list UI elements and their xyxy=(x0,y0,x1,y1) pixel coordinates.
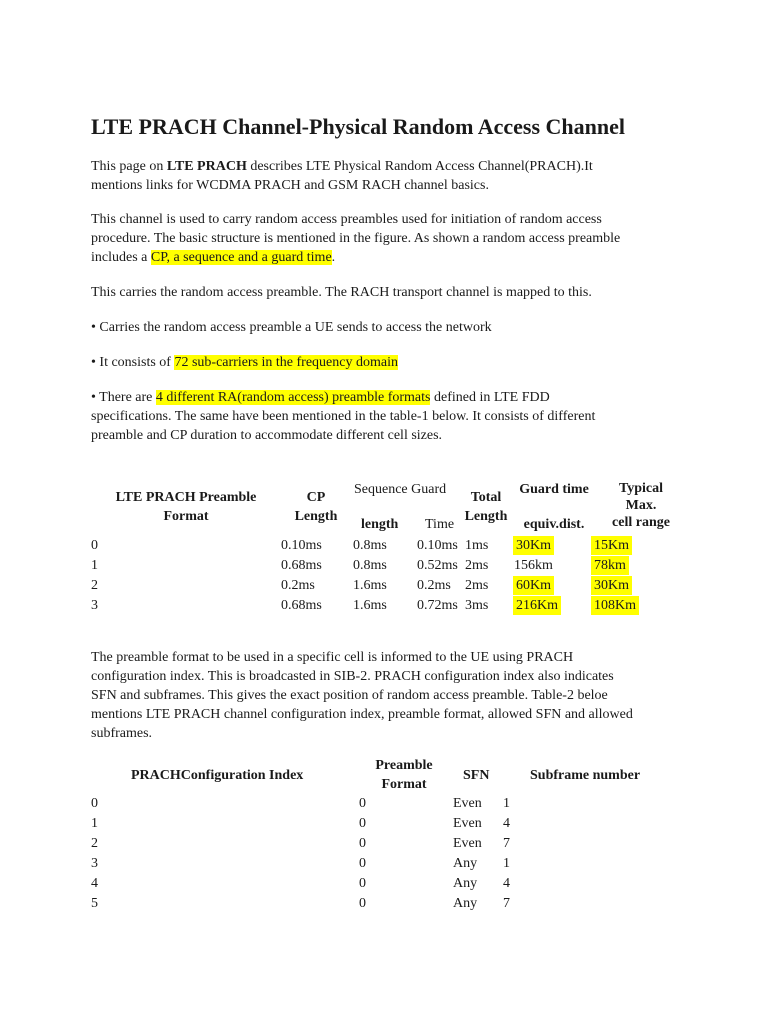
bullet-subcarriers xyxy=(91,353,398,372)
table-cell-sub: 7 xyxy=(503,896,510,911)
table-cell-range: 15Km xyxy=(591,536,632,555)
table-cell-format: 1 xyxy=(91,558,98,573)
header-preamble-format-2: Preamble Format xyxy=(375,758,433,792)
config-line-1: The preamble format to be used in a specific cell is informed to the UE using PRACH xyxy=(91,650,574,665)
table-cell-index: 5 xyxy=(91,896,98,911)
table-cell-format: 0 xyxy=(359,836,366,851)
bullet-subcarriers-pre: • It consists of xyxy=(91,355,175,370)
table-cell-sfn: Any xyxy=(453,876,478,891)
table-cell-cp: 0.10ms xyxy=(281,538,322,553)
table-cell-seq: 1.6ms xyxy=(353,578,387,593)
table-cell-format: 0 xyxy=(359,896,366,911)
table-cell-index: 4 xyxy=(91,876,98,891)
table-cell-cp: 0.68ms xyxy=(281,598,322,613)
table-cell-index: 2 xyxy=(91,836,98,851)
table-cell-sfn: Even xyxy=(453,836,482,851)
intro-text-3: mentions links for WCDMA PRACH and GSM RACH channel basics. xyxy=(91,178,489,193)
table-cell-dist: 216Km xyxy=(513,596,561,615)
table-cell-total: 2ms xyxy=(465,558,489,573)
table-cell-total: 1ms xyxy=(465,538,489,553)
bullet-formats-pre: • There are xyxy=(91,390,156,405)
intro-bold: LTE PRACH xyxy=(166,159,247,174)
table-cell-format: 0 xyxy=(359,876,366,891)
table-cell-index: 3 xyxy=(91,856,98,871)
bullet-formats-line-3: preamble and CP duration to accommodate different cell sizes. xyxy=(91,428,443,443)
table-cell-range: 30Km xyxy=(591,576,632,595)
header-sequence-length: length xyxy=(361,517,399,532)
config-line-3: SFN and subframes. This gives the exact position of random access preamble. Table-2 beloe xyxy=(91,688,608,703)
bullet-formats-line-2: specifications. The same have been mentioned in the table-1 below. It consists of different xyxy=(91,409,596,424)
table-cell-guard: 0.52ms xyxy=(417,558,458,573)
table-cell-sub: 4 xyxy=(503,876,510,891)
config-line-5: subframes. xyxy=(91,726,153,741)
header-config-index: PRACHConfiguration Index xyxy=(131,768,304,783)
structure-paragraph xyxy=(91,210,671,267)
table-cell-format: 0 xyxy=(359,816,366,831)
header-preamble-format: LTE PRACH Preamble Format xyxy=(115,490,257,524)
table-cell-total: 2ms xyxy=(465,578,489,593)
page-title: LTE PRACH Channel-Physical Random Access Channel xyxy=(91,114,625,139)
table-cell-cp: 0.68ms xyxy=(281,558,322,573)
header-guard-time: Time xyxy=(425,517,455,532)
table-cell-dist: 156km xyxy=(514,558,553,573)
configuration-paragraph xyxy=(91,648,671,743)
table-cell-seq: 0.8ms xyxy=(353,558,387,573)
table-cell-range: 78km xyxy=(591,556,629,575)
header-cp-length: CP Length xyxy=(294,490,338,524)
table-cell-format: 0 xyxy=(359,796,366,811)
structure-line-1: This channel is used to carry random access preambles used for initiation of random access xyxy=(91,212,602,227)
header-typical-range: Typical Max. cell range xyxy=(612,481,670,530)
table-cell-sfn: Even xyxy=(453,816,482,831)
preamble-format-table xyxy=(91,478,691,618)
bullet-preamble: • Carries the random access preamble a UE sends to access the network xyxy=(91,320,492,335)
table-cell-range: 108Km xyxy=(591,596,639,615)
prach-configuration-table xyxy=(91,756,691,916)
structure-line-2: procedure. The basic structure is mentioned in the figure. As shown a random access preamble xyxy=(91,231,621,246)
header-total-length: Total Length xyxy=(464,490,508,524)
config-line-2: configuration index. This is broadcasted in SIB-2. PRACH configuration index also indicates xyxy=(91,669,614,684)
config-line-4: mentions LTE PRACH channel configuration index, preamble format, allowed SFN and allowed xyxy=(91,707,633,722)
rach-paragraph: This carries the random access preamble. The RACH transport channel is mapped to this. xyxy=(91,285,592,300)
table-cell-total: 3ms xyxy=(465,598,489,613)
intro-paragraph xyxy=(91,157,671,195)
table-cell-sub: 1 xyxy=(503,856,510,871)
table-cell-cp: 0.2ms xyxy=(281,578,315,593)
header-sfn: SFN xyxy=(463,768,490,783)
bullet-formats-highlight: 4 different RA(random access) preamble formats xyxy=(155,390,431,405)
table-cell-format: 2 xyxy=(91,578,98,593)
table-cell-format: 0 xyxy=(359,856,366,871)
table-cell-guard: 0.72ms xyxy=(417,598,458,613)
table-cell-sub: 1 xyxy=(503,796,510,811)
bullet-subcarriers-highlight: 72 sub-carriers in the frequency domain xyxy=(174,355,398,370)
bullet-formats-post: defined in LTE FDD xyxy=(430,390,550,405)
table-cell-sub: 4 xyxy=(503,816,510,831)
table-cell-dist: 30Km xyxy=(513,536,554,555)
bullet-formats xyxy=(91,388,671,445)
intro-text-1: This page on xyxy=(91,159,167,174)
table-cell-dist: 60Km xyxy=(513,576,554,595)
table-cell-guard: 0.10ms xyxy=(417,538,458,553)
table-cell-sfn: Even xyxy=(453,796,482,811)
header-subframe-number: Subframe number xyxy=(530,768,641,783)
table-cell-index: 0 xyxy=(91,796,98,811)
table-cell-index: 1 xyxy=(91,816,98,831)
structure-line-3-pre: includes a xyxy=(91,250,151,265)
table-cell-format: 3 xyxy=(91,598,98,613)
structure-line-3-post: . xyxy=(331,250,336,265)
header-guard-distance: Guard time equiv.dist. xyxy=(519,482,589,532)
intro-text-2: describes LTE Physical Random Access Channel(PRACH).It xyxy=(246,159,593,174)
table-cell-seq: 0.8ms xyxy=(353,538,387,553)
header-sequence-guard: Sequence Guard xyxy=(354,482,447,497)
table-cell-sub: 7 xyxy=(503,836,510,851)
table-cell-format: 0 xyxy=(91,538,98,553)
structure-highlight: CP, a sequence and a guard time xyxy=(150,250,332,265)
table-cell-sfn: Any xyxy=(453,856,478,871)
table-cell-guard: 0.2ms xyxy=(417,578,451,593)
table-cell-sfn: Any xyxy=(453,896,478,911)
table-cell-seq: 1.6ms xyxy=(353,598,387,613)
